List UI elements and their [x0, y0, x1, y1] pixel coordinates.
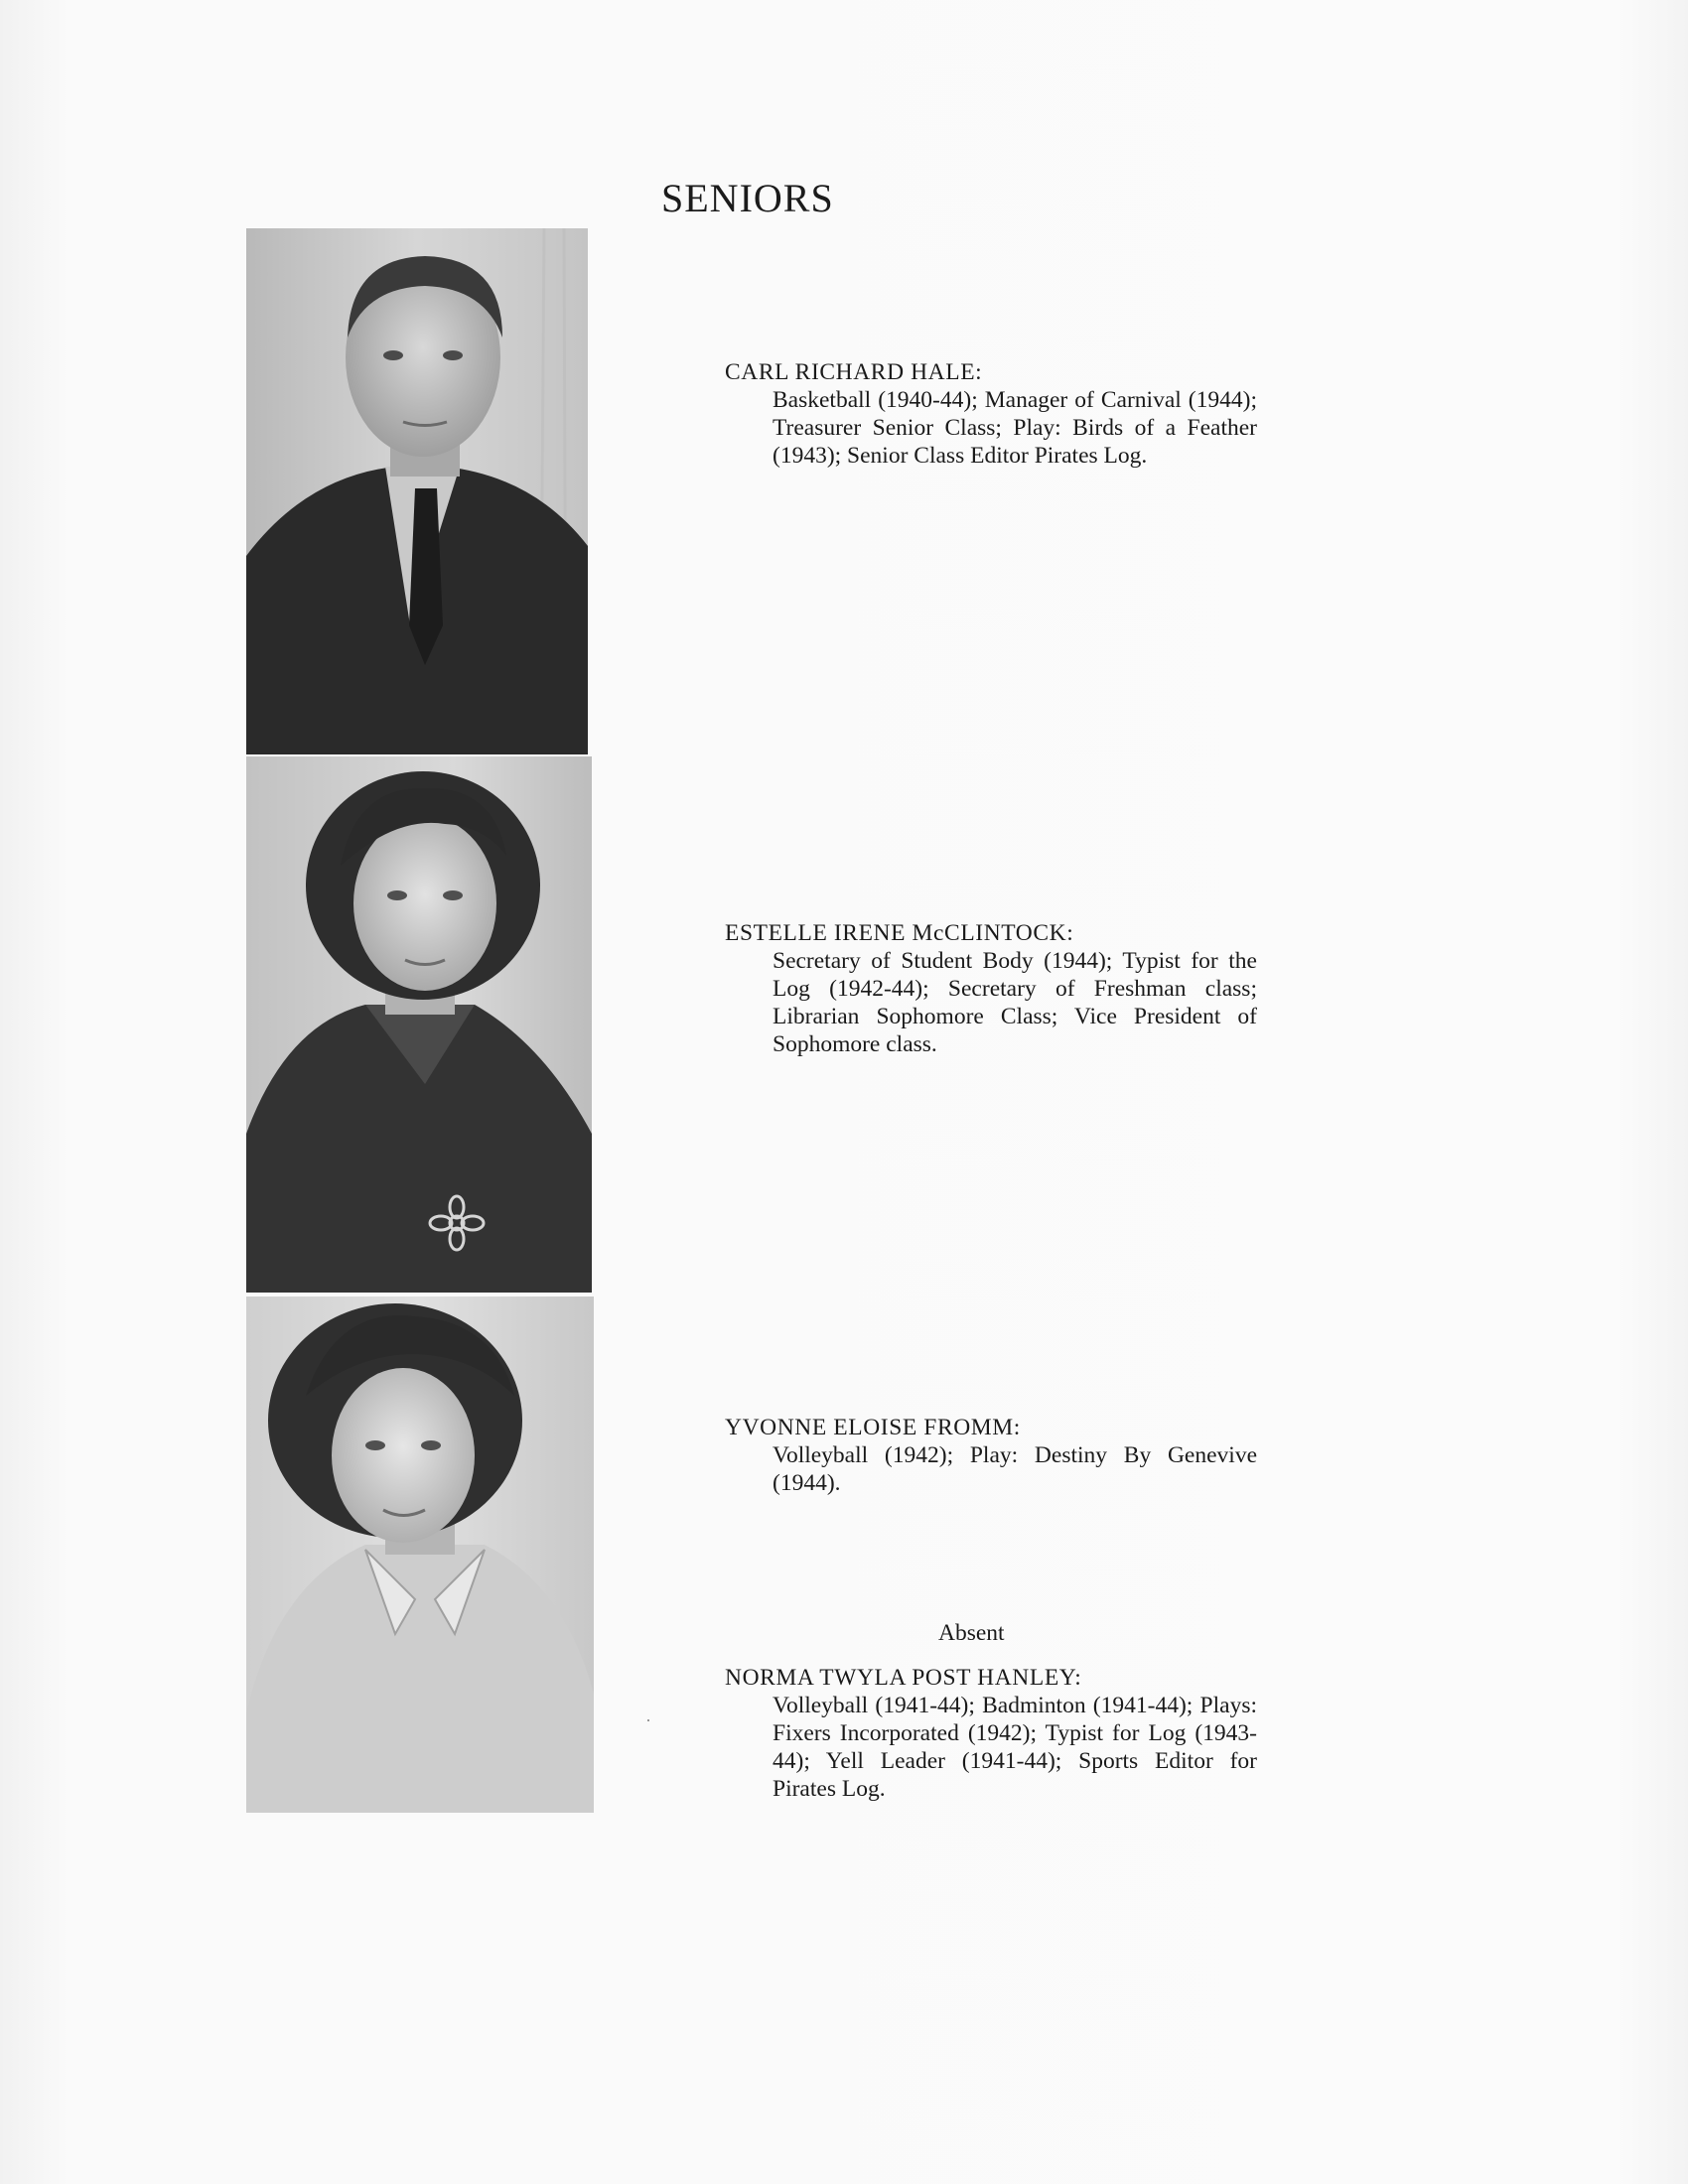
senior-entry [725, 1414, 1257, 1497]
senior-name: YVONNE ELOISE FROMM: [725, 1415, 1021, 1440]
senior-name: CARL RICHARD HALE: [725, 359, 983, 385]
senior-activities: Basketball (1940-44); Manager of Carnival (1944); Treasurer Senior Class; Play: Birds of a Feather (1943); Senior Class Editor Pirates Log. [773, 387, 1257, 469]
portrait-carl-richard-hale [246, 228, 588, 754]
senior-entry [725, 358, 1257, 470]
senior-name: ESTELLE IRENE McCLINTOCK: [725, 920, 1074, 946]
senior-name: NORMA TWYLA POST HANLEY: [725, 1665, 1082, 1691]
senior-entry [725, 1664, 1257, 1803]
portrait-yvonne-eloise-fromm [246, 1297, 594, 1813]
portrait-photo [246, 1297, 594, 1813]
portrait-photo [246, 756, 592, 1293]
portrait-estelle-irene-mcclintock [246, 756, 592, 1293]
page-title: SENIORS [661, 176, 834, 220]
absent-note: Absent [938, 1620, 1005, 1646]
senior-activities: Secretary of Student Body (1944); Typist for the Log (1942-44); Secretary of Freshman class; Librarian Sophomore Class; Vice President of Sophomore class. [773, 948, 1257, 1057]
senior-entry [725, 919, 1257, 1058]
senior-activities: Volleyball (1942); Play: Destiny By Genevive (1944). [773, 1442, 1257, 1496]
senior-activities: Volleyball (1941-44); Badminton (1941-44); Plays: Fixers Incorporated (1942); Typist for Log (1943-44); Yell Leader (1941-44); Sports Editor for Pirates Log. [773, 1693, 1257, 1802]
portrait-photo [246, 228, 588, 754]
print-speck [647, 1719, 649, 1721]
